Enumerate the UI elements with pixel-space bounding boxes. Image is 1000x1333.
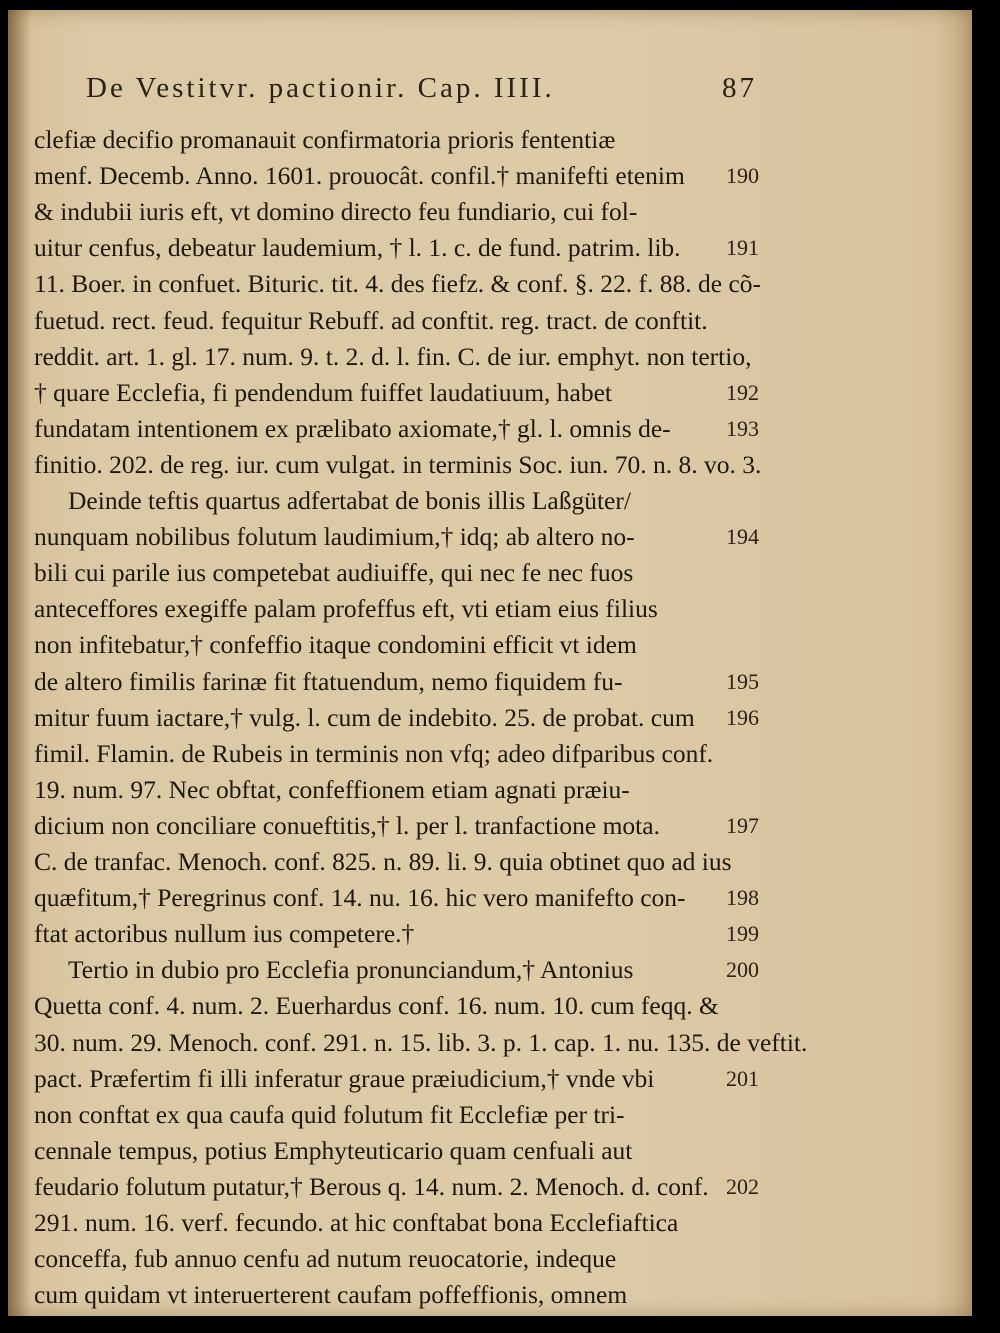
text-line: conceffa, fub annuo cenfu ad nutum reuocatorie, indeque [34,1244,617,1274]
text-line: ftat actoribus nullum ius competere.† [34,919,415,949]
text-line: 30. num. 29. Menoch. conf. 291. n. 15. lib. 3. p. 1. cap. 1. nu. 135. de veftit. [34,1027,808,1057]
text-line: Quetta conf. 4. num. 2. Euerhardus conf. 16. num. 10. cum feqq. & [34,991,719,1021]
text-line: 19. num. 97. Nec obftat, confeffionem etiam agnati præiu- [34,774,630,804]
text-line: non infitebatur,† confeffio itaque condomini efficit vt idem [34,630,637,660]
margin-note-number: 192 [726,379,759,405]
book-page [8,10,972,1316]
margin-note-number: 191 [726,235,759,261]
margin-note-number: 201 [726,1065,759,1091]
text-line: menf. Decemb. Anno. 1601. prouocât. confil.† manifefti etenim [34,161,685,191]
margin-note-number: 195 [726,668,759,694]
margin-note-number: 194 [726,524,759,550]
text-line: C. de tranfac. Menoch. conf. 825. n. 89. li. 9. quia obtinet quo ad ius [34,847,732,876]
text-line: dicium non conciliare conueftitis,† l. per l. tranfactione mota. [34,810,660,840]
text-line: † quare Ecclefia, fi pendendum fuiffet laudatiuum, habet [34,377,613,407]
text-line: reddit. art. 1. gl. 17. num. 9. t. 2. d. l. fin. C. de iur. emphyt. non tertio, [34,341,752,371]
text-line: mitur fuum iactare,† vulg. l. cum de indebito. 25. de probat. cum [34,702,695,732]
text-line: finitio. 202. de reg. iur. cum vulgat. in terminis Soc. iun. 70. n. 8. vo. 3. [34,449,762,479]
text-line: 291. num. 16. verf. fecundo. at hic conftabat bona Ecclefiaftica [34,1208,679,1237]
text-line: quæfitum,† Peregrinus conf. 14. nu. 16. hic vero manifefto con- [34,883,686,913]
text-line: cennale tempus, potius Emphyteuticario quam cenfuali aut [34,1135,633,1165]
margin-note-number: 190 [726,163,759,189]
margin-note-number: 196 [726,704,759,730]
margin-note-number: 200 [726,957,759,983]
text-line: bili cui parile ius competebat audiuiffe, qui nec fe nec fuos [34,558,634,588]
text-line: uitur cenfus, debeatur laudemium, † l. 1. c. de fund. patrim. lib. [34,233,681,263]
text-line: Tertio in dubio pro Ecclefia pronunciandum,† Antonius [68,955,634,985]
text-line: pact. Præfertim fi illi inferatur graue præiudicium,† vnde vbi [34,1063,655,1093]
text-line: & indubii iuris eft, vt domino directo feu fundiario, cui fol- [34,197,638,227]
text-line: cum quidam vt interuerterent caufam poffeffionis, omnem [34,1280,628,1310]
margin-note-number: 202 [726,1173,759,1199]
margin-note-number: 197 [726,812,759,838]
text-line: non conftat ex qua caufa quid folutum fit Ecclefiæ per tri- [34,1099,625,1129]
text-line: fundatam intentionem ex prælibato axiomate,† gl. l. omnis de- [34,413,671,443]
margin-note-number: 199 [726,921,759,947]
text-line: 11. Boer. in confuet. Bituric. tit. 4. des fiefz. & conf. §. 22. f. 88. de cõ- [34,269,762,299]
text-line: fimil. Flamin. de Rubeis in terminis non vfq; adeo difparibus conf. [34,738,714,768]
margin-note-number: 193 [726,415,759,441]
text-line: feudario folutum putatur,† Berous q. 14. num. 2. Menoch. d. conf. [34,1171,709,1201]
text-line: clefiæ decifio promanauit confirmatoria prioris fententiæ [34,125,616,154]
margin-note-number: 198 [726,885,759,911]
text-line: de altero fimilis farinæ fit ftatuendum, nemo fiquidem fu- [34,666,623,696]
running-header [86,72,786,118]
text-line: fuetud. rect. feud. fequitur Rebuff. ad conftit. reg. tract. de conftit. [34,305,708,335]
running-title: De Vestitvr. pactionir. Cap. IIII. [86,72,555,104]
text-line: nunquam nobilibus folutum laudimium,† idq; ab altero no- [34,522,635,552]
text-line: anteceffores exegiffe palam profeffus eft, vti etiam eius filius [34,594,658,624]
page-number: 87 [722,72,757,104]
text-line: Deinde teftis quartus adfertabat de bonis illis Laßgüter/ [68,486,631,515]
